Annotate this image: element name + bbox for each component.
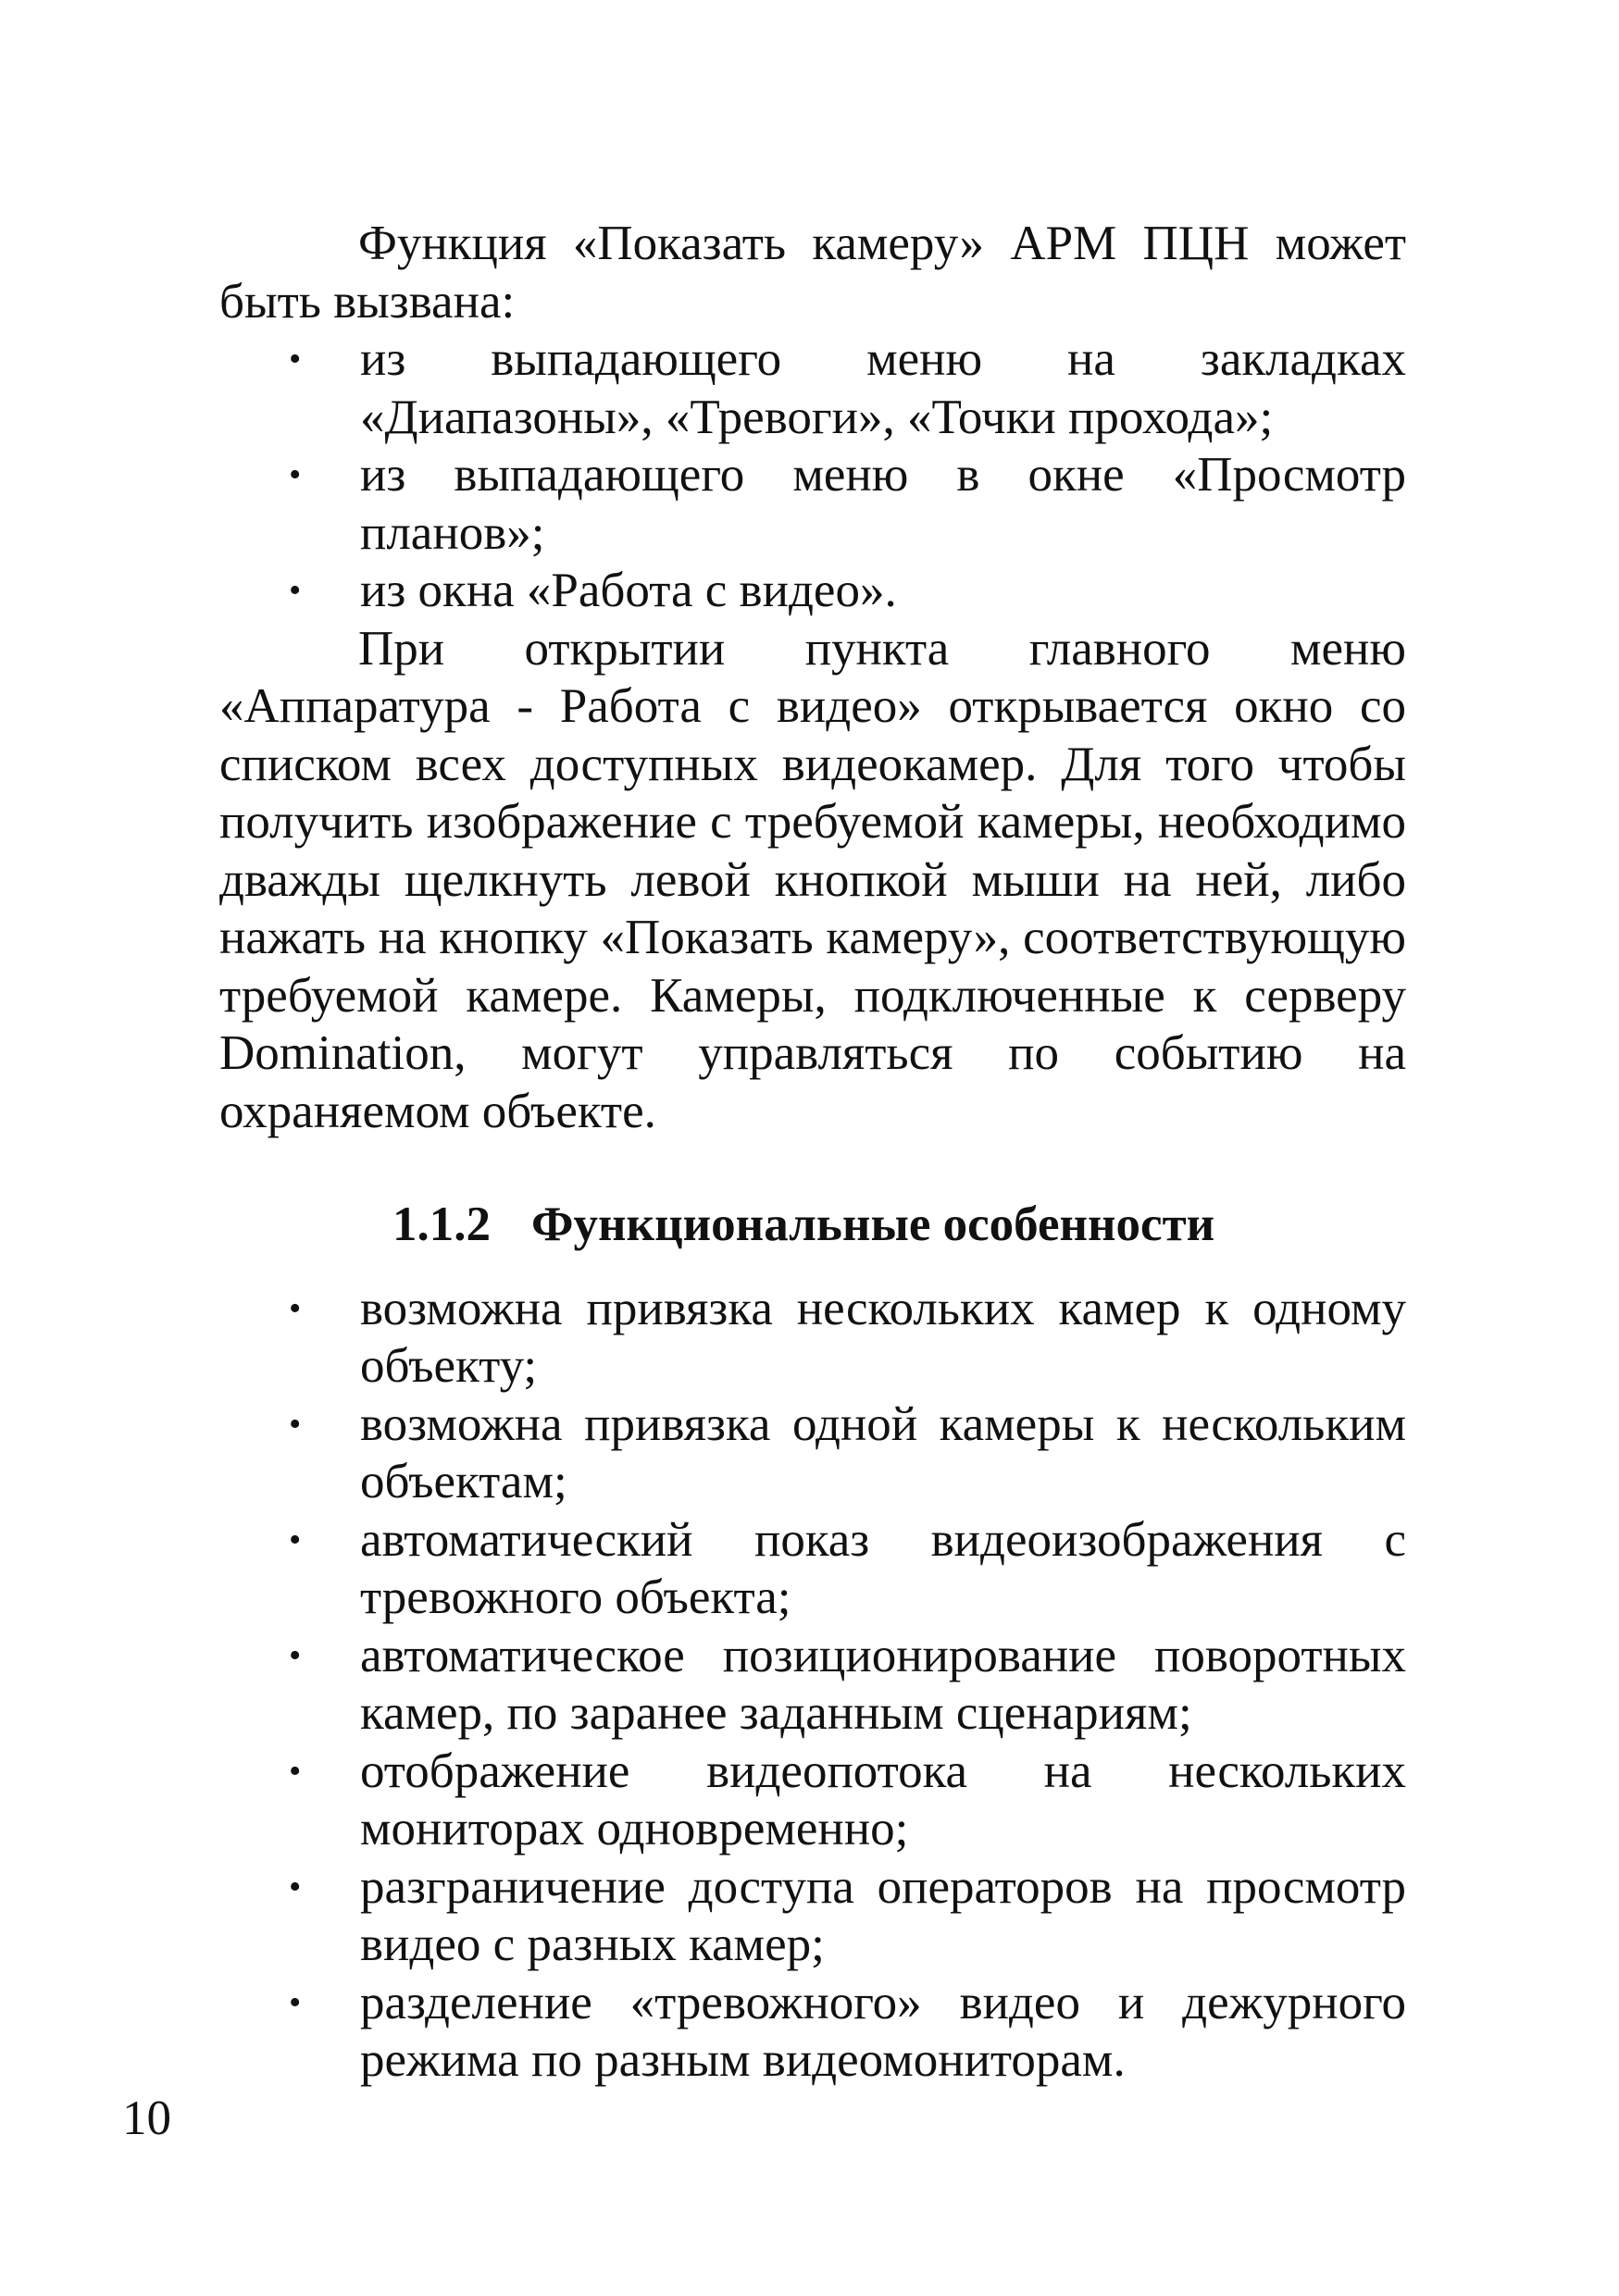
bullet-marker: • bbox=[289, 1635, 302, 1675]
bullet-marker: • bbox=[289, 571, 302, 610]
intro-paragraph: Функция «Показать камеру» АРМ ПЦН может быть вызвана: bbox=[219, 217, 1406, 329]
section-heading bbox=[219, 1196, 1406, 1254]
bullet-marker: • bbox=[289, 455, 302, 494]
list-item bbox=[219, 1280, 1406, 1396]
page-content bbox=[219, 215, 1406, 2090]
list-item-text: автоматическое позиционирование поворотных камер, по заранее заданным сценариям; bbox=[360, 1628, 1406, 1740]
list-item bbox=[219, 1627, 1406, 1743]
call-locations-list bbox=[219, 330, 1406, 620]
bullet-marker: • bbox=[289, 1404, 302, 1444]
list-item-text: автоматический показ видеоизображения с тревожного объекта; bbox=[360, 1512, 1406, 1624]
list-item-text: возможна привязка одной камеры к нескольким объектам; bbox=[360, 1396, 1406, 1508]
body-paragraph: При открытии пункта главного меню «Аппаратура - Работа с видео» открывается окно со списком всех доступных видеокамер. Для того чтобы получить изображение с требуемой камеры, необходимо дважды щелкнуть левой кнопкой мыши на ней, либо нажать на кнопку «Показать камеру», соответствующую требуемой камере. Камеры, подключенные к серверу Domination, могут управляться по событию на охраняемом объекте. bbox=[219, 621, 1406, 1138]
bullet-marker: • bbox=[289, 1288, 302, 1328]
list-item-text: из выпадающего меню в окне «Просмотр планов»; bbox=[360, 448, 1406, 560]
bullet-marker: • bbox=[289, 1520, 302, 1559]
list-item bbox=[219, 1743, 1406, 1858]
bullet-marker: • bbox=[289, 1982, 302, 2022]
list-item-text: возможна привязка нескольких камер к одному объекту; bbox=[360, 1281, 1406, 1393]
list-item bbox=[219, 1974, 1406, 2090]
bullet-marker: • bbox=[289, 1751, 302, 1791]
list-item-text: из окна «Работа с видео». bbox=[360, 564, 897, 617]
list-item bbox=[219, 1396, 1406, 1511]
list-item bbox=[219, 562, 1406, 620]
features-list bbox=[219, 1280, 1406, 2090]
list-item bbox=[219, 330, 1406, 446]
list-item-text: разграничение доступа операторов на просмотр видео с разных камер; bbox=[360, 1859, 1406, 1971]
section-title: Функциональные особенности bbox=[531, 1198, 1215, 1251]
page-number: 10 bbox=[122, 2091, 171, 2145]
bullet-marker: • bbox=[289, 340, 302, 379]
section-number: 1.1.2 bbox=[392, 1198, 491, 1251]
list-item-text: отображение видеопотока на нескольких мониторах одновременно; bbox=[360, 1744, 1406, 1855]
list-item-text: из выпадающего меню на закладках «Диапазоны», «Тревоги», «Точки прохода»; bbox=[360, 332, 1406, 444]
list-item bbox=[219, 446, 1406, 562]
bullet-marker: • bbox=[289, 1867, 302, 1906]
list-item-text: разделение «тревожного» видео и дежурного режима по разным видеомониторам. bbox=[360, 1975, 1406, 2087]
list-item bbox=[219, 1858, 1406, 1974]
list-item bbox=[219, 1511, 1406, 1627]
